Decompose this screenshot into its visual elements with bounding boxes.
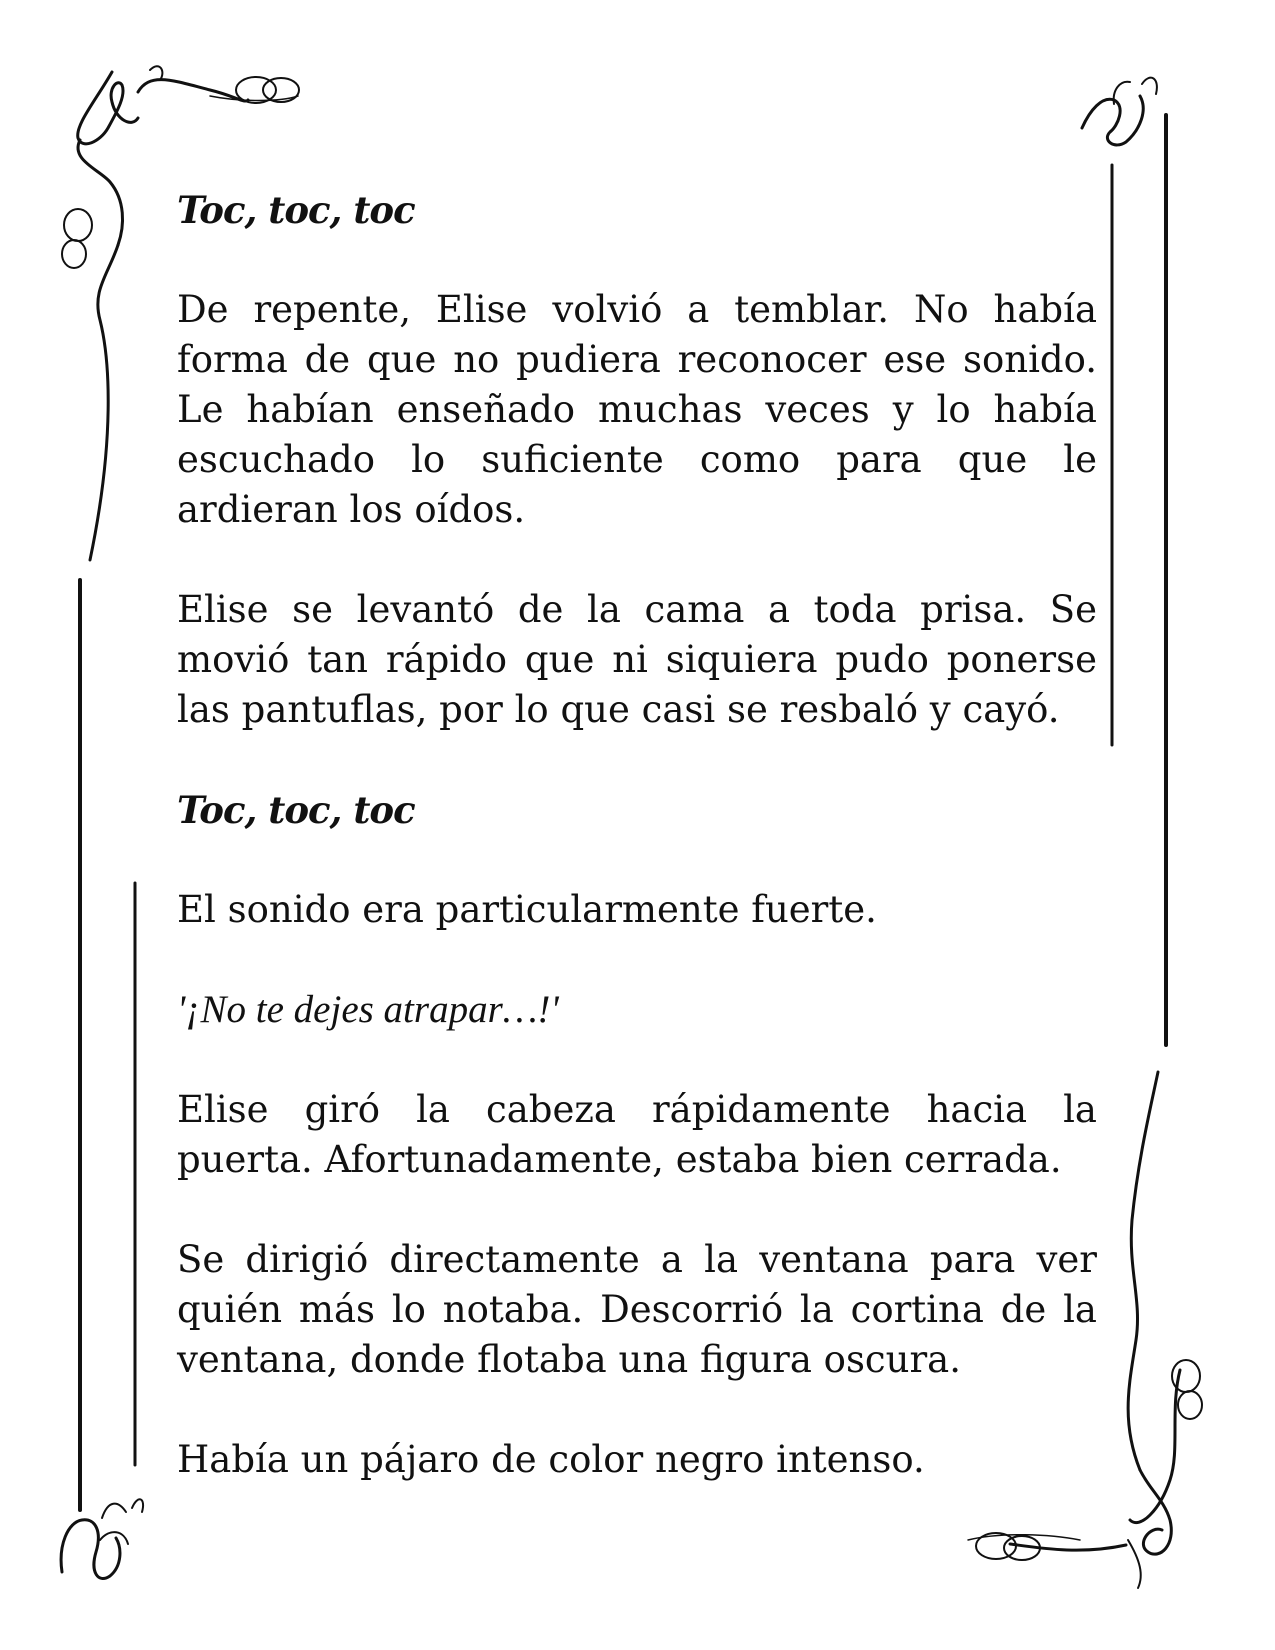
knock-heading: Toc, toc, toc [177, 188, 415, 232]
bottom-left-flourish [61, 1499, 143, 1578]
paragraph: El sonido era particularmente fuerte. [177, 888, 877, 931]
paragraph: Se dirigió directamente a la ventana para ver quién más lo notaba. Descorrió la cortina de la ventana, donde flotaba una figura oscura. [177, 1238, 1097, 1381]
top-right-flourish [1082, 78, 1157, 145]
paragraph: Elise se levantó de la cama a toda prisa. Se movió tan rápido que ni siquiera pudo ponerse las pantuflas, por lo que casi se resbaló y cayó. [177, 588, 1097, 731]
knock-heading: Toc, toc, toc [177, 788, 415, 832]
paragraph: Había un pájaro de color negro intenso. [177, 1438, 925, 1481]
paragraph: Elise giró la cabeza rápidamente hacia la puerta. Afortunadamente, estaba bien cerrada. [177, 1088, 1097, 1181]
inner-thought: '¡No te dejes atrapar…!' [177, 988, 559, 1031]
paragraph: De repente, Elise volvió a temblar. No había forma de que no pudiera reconocer ese sonido. Le habían enseñado muchas veces y lo había escuchado lo suficiente como para que le ardieran los oídos. [177, 288, 1097, 531]
page-text [177, 185, 1097, 1535]
